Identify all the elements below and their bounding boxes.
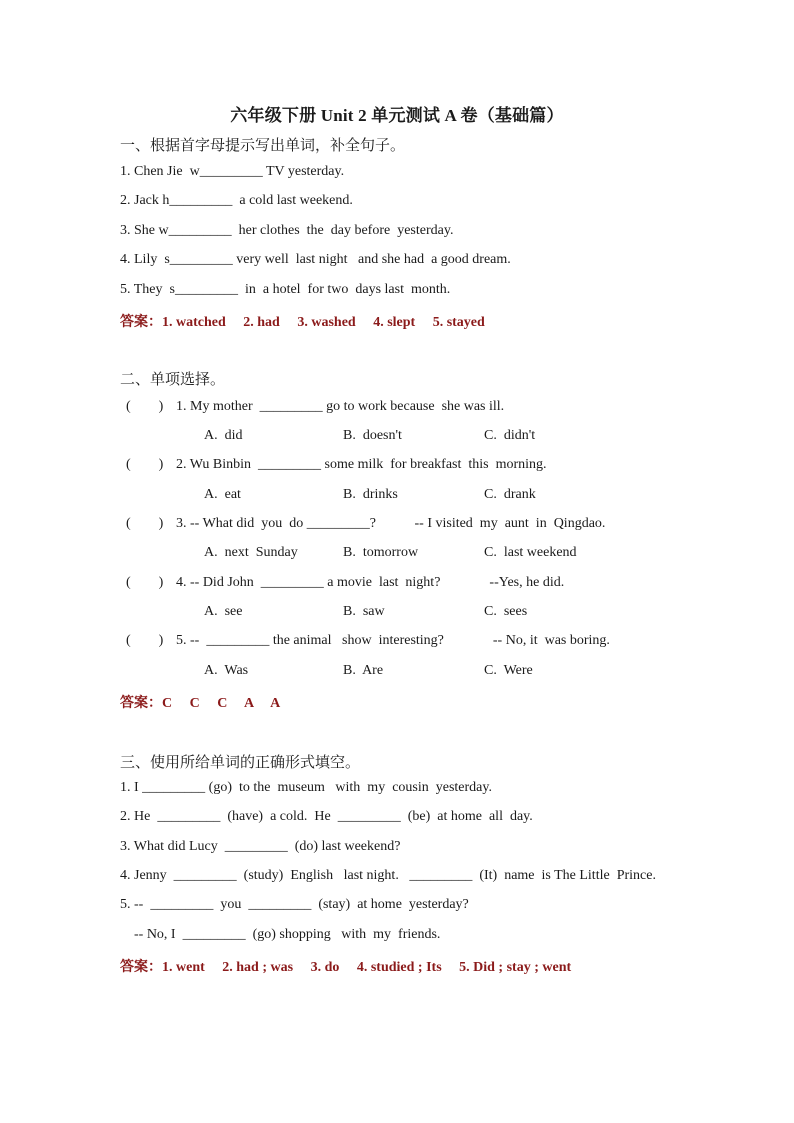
section3-item-2: 2. He _________ (have) a cold. He _________ (be) at home all day. — [120, 809, 533, 824]
question-3-option-b: B. tomorrow — [343, 545, 419, 560]
question-3-stem: 3. -- What did you do _________? -- I visited my aunt in Qingdao. — [176, 516, 606, 531]
question-4-option-a: A. see — [204, 604, 243, 619]
section2-heading: 二、单项选择。 — [120, 372, 226, 388]
question-2-option-a: A. eat — [204, 487, 241, 502]
answer-bracket: ( ) — [126, 516, 164, 531]
question-5-option-a: A. Was — [204, 663, 249, 678]
section3-item-5-reply: -- No, I _________ (go) shopping with my friends. — [120, 927, 441, 942]
question-1-option-a: A. did — [204, 428, 243, 443]
answer-bracket: ( ) — [126, 457, 164, 472]
section3-heading: 三、使用所给单词的正确形式填空。 — [120, 755, 361, 771]
question-4-stem: 4. -- Did John _________ a movie last night? --Yes, he did. — [176, 575, 565, 590]
question-1-stem: 1. My mother _________ go to work because she was ill. — [176, 399, 505, 414]
answer-bracket: ( ) — [126, 575, 164, 590]
question-5-stem: 5. -- _________ the animal show interesting? -- No, it was boring. — [176, 633, 610, 648]
section1-answer: 答案：1. watched 2. had 3. washed 4. slept 5. stayed — [120, 315, 485, 330]
question-4-option-c: C. sees — [484, 604, 528, 619]
question-3-option-c: C. last weekend — [484, 545, 577, 560]
section1-heading: 一、根据首字母提示写出单词，补全句子。 — [120, 138, 406, 154]
answer-bracket: ( ) — [126, 399, 164, 414]
section1-item-3: 3. She w_________ her clothes the day before yesterday. — [120, 223, 454, 238]
section3-item-5: 5. -- _________ you _________ (stay) at home yesterday? — [120, 897, 469, 912]
question-2-option-b: B. drinks — [343, 487, 398, 502]
page-title: 六年级下册 Unit 2 单元测试 A 卷（基础篇） — [230, 106, 564, 125]
section2-answer: 答案：C C C A A — [120, 696, 281, 711]
answer-bracket: ( ) — [126, 633, 164, 648]
section3-answer: 答案：1. went 2. had ; was 3. do 4. studied ; Its 5. Did ; stay ; went — [120, 960, 572, 975]
question-4-option-b: B. saw — [343, 604, 385, 619]
question-2-stem: 2. Wu Binbin _________ some milk for breakfast this morning. — [176, 457, 547, 472]
section3-item-4: 4. Jenny _________ (study) English last night. _________ (It) name is The Little Prince. — [120, 868, 656, 883]
section1-item-1: 1. Chen Jie w_________ TV yesterday. — [120, 164, 345, 179]
question-2-option-c: C. drank — [484, 487, 536, 502]
question-5-option-c: C. Were — [484, 663, 533, 678]
question-1-option-c: C. didn't — [484, 428, 536, 443]
question-3-option-a: A. next Sunday — [204, 545, 298, 560]
section1-item-4: 4. Lily s_________ very well last night and she had a good dream. — [120, 252, 511, 267]
question-1-option-b: B. doesn't — [343, 428, 402, 443]
section1-item-2: 2. Jack h_________ a cold last weekend. — [120, 193, 353, 208]
section3-item-1: 1. I _________ (go) to the museum with my cousin yesterday. — [120, 780, 492, 795]
section1-item-5: 5. They s_________ in a hotel for two days last month. — [120, 282, 451, 297]
question-5-option-b: B. Are — [343, 663, 384, 678]
section3-item-3: 3. What did Lucy _________ (do) last weekend? — [120, 839, 401, 854]
